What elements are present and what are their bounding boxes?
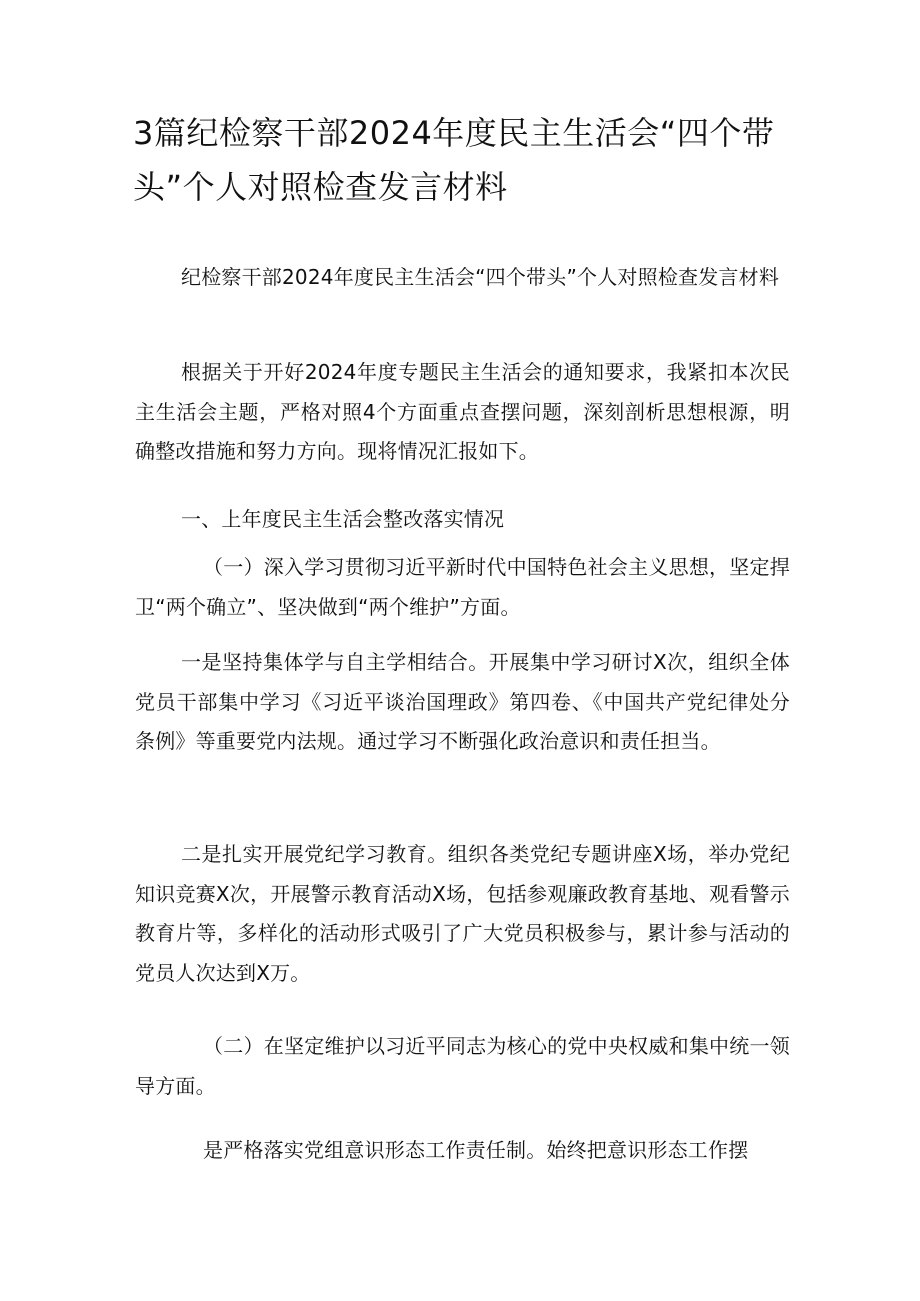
subsection-heading-1: （一）深入学习贯彻习近平新时代中国特色社会主义思想，坚定捍卫“两个确立”、坚决做到“两个维护”方面。 <box>135 555 790 619</box>
document-title: 3篇纪检察干部2024年度民主生活会“四个带头”个人对照检查发言材料 <box>133 114 775 206</box>
intro-paragraph: 根据关于开好2024年度专题民主生活会的通知要求，我紧扣本次民主生活会主题，严格对照4个方面重点查摆问题，深刻剖析思想根源，明确整改措施和努力方向。现将情况汇报如下。 <box>135 360 790 463</box>
body-paragraph-1: 一是坚持集体学与自主学相结合。开展集中学习研讨X次，组织全体党员干部集中学习《习近平谈治国理政》第四卷、《中国共产党纪律处分条例》等重要党内法规。通过学习不断强化政治意识和责任担当。 <box>135 650 790 753</box>
subtitle-paragraph: 纪检察干部2024年度民主生活会“四个带头”个人对照检查发言材料 <box>181 265 780 289</box>
body-paragraph-3: 是严格落实党组意识形态工作责任制。始终把意识形态工作摆 <box>203 1138 749 1162</box>
body-paragraph-2: 二是扎实开展党纪学习教育。组织各类党纪专题讲座X场，举办党纪知识竞赛X次，开展警示教育活动X场，包括参观廉政教育基地、观看警示教育片等，多样化的活动形式吸引了广大党员积极参与，累计参与活动的党员人次达到X万。 <box>135 842 790 985</box>
subsection-heading-2: （二）在坚定维护以习近平同志为核心的党中央权威和集中统一领导方面。 <box>135 1034 790 1098</box>
section-heading-1: 一、上年度民主生活会整改落实情况 <box>181 507 505 531</box>
